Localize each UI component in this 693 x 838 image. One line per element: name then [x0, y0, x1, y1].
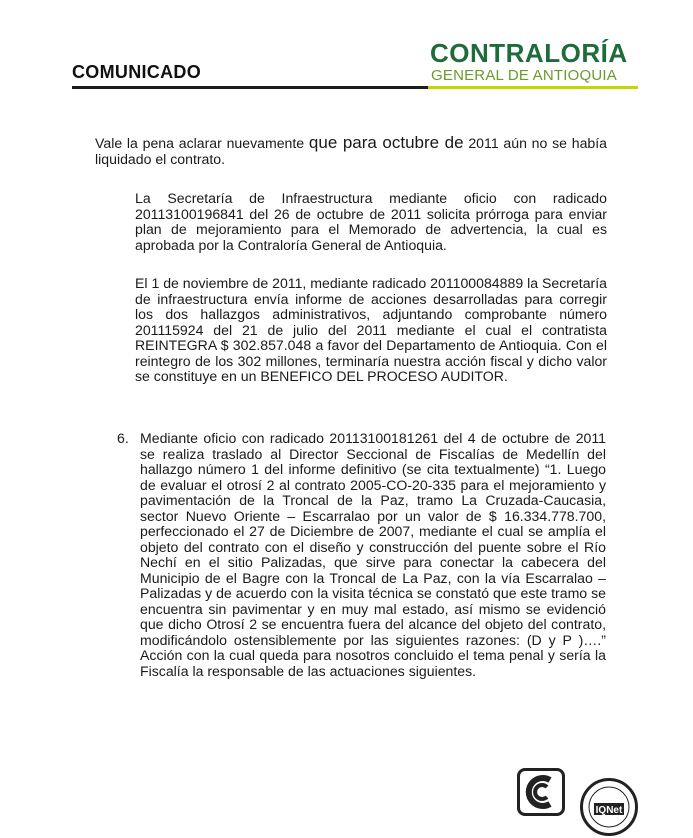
logo-contraloria: CONTRALORÍA	[430, 38, 628, 68]
logo-subtitle: GENERAL DE ANTIOQUIA	[431, 67, 617, 84]
paragraph-intro-a: Vale la pena aclarar nuevamente	[95, 135, 309, 151]
certification-c-symbol	[520, 771, 562, 813]
paragraph-reintegro: El 1 de noviembre de 2011, mediante radicado 201100084889 la Secretaría de infraestructura envía informe de acciones desarrolladas para corregir los dos hallazgos administrativos, adjuntando comprobante número 201115924 del 21 de julio del 2011 mediante el cual el contratista REINTEGRA $ 302.857.048 a favor del Departamento de Antioquia. Con el reintegro de los 302 millones, terminaría nuestra acción fiscal y dicho valor se constituye en un BENEFICO DEL PROCESO AUDITOR.	[135, 275, 607, 384]
certification-c-icon	[517, 768, 565, 816]
iqnet-seal	[583, 781, 635, 833]
paragraph-intro	[95, 135, 607, 167]
iqnet-certification-icon	[580, 778, 638, 836]
list-item-number: 6.	[117, 430, 129, 446]
paragraph-intro-b: 2011 aún no se había liquidado el contrato.	[95, 135, 608, 167]
list-item-text: Mediante oficio con radicado 20113100181261 del 4 de octubre de 2011 se realiza traslado al Director Seccional de Fiscalías de Medellín del hallazgo número 1 del informe definitivo (se cita textualmente) “1. Luego de evaluar el otrosí 2 al contrato 2005-CO-20-335 para el mejoramiento y pavimentación de la Troncal de la Paz, tramo La Cruzada-Caucasia, sector Nuevo Oriente – Escarralao por un valor de $ 16.334.778.700, perfeccionado el 27 de Diciembre de 2007, mediante el cual se amplía el objeto del contrato con el diseño y construcción del puente sobre el Río Nechí en el sitio Palizadas, que sirve para conectar la cabecera del Municipio de el Bagre con la Troncal de La Paz, con la vía Escarralao – Palizadas y de acuerdo con la visita técnica se constató que este tramo se encuentra sin pavimentar y en muy mal estado, así mismo se evidenció que dicho Otrosí 2 se encuentra fuera del alcance del objeto del contrato, modificándolo ostensiblemente por las siguientes razones: (D y P )….” Acción con la cual queda para nosotros concluido el tema penal y sería la Fiscalía la responsable de las actuaciones siguientes.	[140, 430, 606, 679]
paragraph-prorroga: La Secretaría de Infraestructura mediante oficio con radicado 20113100196841 del 26 de octubre de 2011 solicita prórroga para enviar plan de mejoramiento para el Memorado de advertencia, la cual es aprobada por la Contraloría General de Antioquia.	[135, 190, 607, 253]
paragraph-intro-emphasis: que para octubre de	[308, 133, 464, 152]
page-title: COMUNICADO	[72, 62, 201, 82]
iqnet-label: IQNet	[595, 805, 623, 816]
header-divider-accent	[428, 86, 638, 89]
